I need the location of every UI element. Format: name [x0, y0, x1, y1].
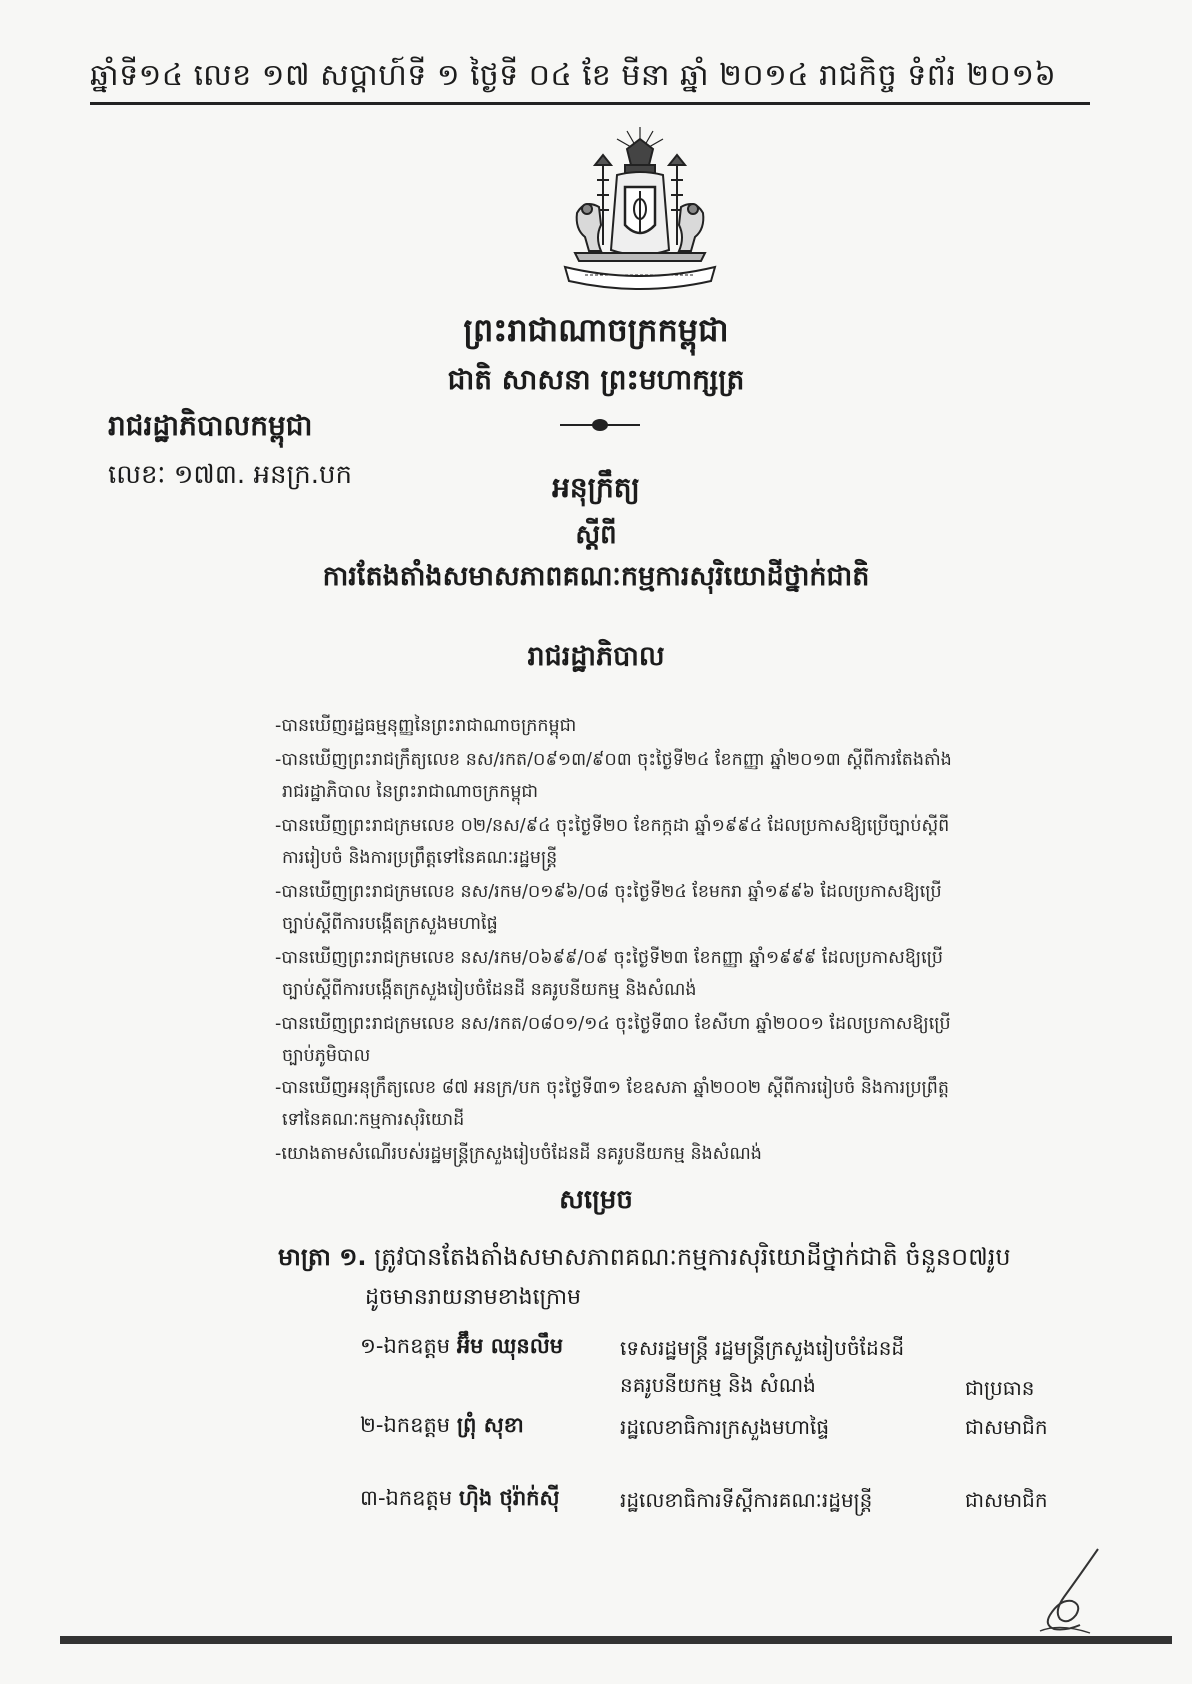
document-about: ស្តីពី	[575, 520, 617, 550]
recital-line: -បានឃើញព្រះរាជក្រឹត្យលេខ នស/រកត/០៩១៣/៩០៣ ចុះថ្ងៃទី២៤ ខែកញ្ញា ឆ្នាំ២០១៣ ស្តីពីការតែងតាំង	[275, 750, 952, 770]
document-issuer: រាជរដ្ឋាភិបាល	[527, 641, 665, 672]
royal-coat-of-arms-icon	[555, 125, 725, 295]
reference-number: លេខៈ ១៧៣. អនក្រ.បក	[108, 460, 352, 490]
article-continuation: ដូចមានរាយនាមខាងក្រោម	[365, 1285, 582, 1310]
gazette-header: ឆ្នាំទី១៤ លេខ ១៧ សប្តាហ៍ទី ១ ថ្ងៃទី ០៤ ខែ មីនា ឆ្នាំ ២០១៤ រាជកិច្ច ទំព័រ ២០១៦	[90, 58, 1057, 93]
document-type: អនុក្រឹត្យ	[552, 471, 640, 504]
national-motto: ជាតិ សាសនា ព្រះមហាក្សត្រ	[447, 363, 745, 396]
member-name	[360, 1485, 560, 1516]
member-fullname: ហ៊ិង ថុរ៉ាក់សុី	[458, 1486, 560, 1510]
article-1	[278, 1242, 1011, 1277]
recital-line: -បានឃើញរដ្ឋធម្មនុញ្ញនៃព្រះរាជាណាចក្រកម្ពុជា	[275, 716, 577, 736]
member-role: ទេសរដ្ឋមន្ត្រី រដ្ឋមន្ត្រីក្រសួងរៀបចំដែនដី	[620, 1336, 905, 1360]
page-bottom-border	[60, 1636, 1172, 1644]
kingdom-title: ព្រះរាជាណាចក្រកម្ពុជា	[463, 311, 729, 349]
member-role: រដ្ឋលេខាធិការក្រសួងមហាផ្ទៃ	[620, 1415, 830, 1439]
member-prefix: ២-ឯកឧត្តម	[360, 1413, 451, 1437]
recital-line: -បានឃើញព្រះរាជក្រមលេខ នស/រកម/០១៩៦/០៨ ចុះថ្ងៃទី២៤ ខែមករា ឆ្នាំ១៩៩៦ ដែលប្រកាសឱ្យប្រើ	[275, 882, 942, 902]
recital-line: ការរៀបចំ និងការប្រព្រឹត្តទៅនៃគណៈរដ្ឋមន្ត្រី	[282, 848, 558, 868]
recital-line: -បានឃើញព្រះរាជក្រមលេខ ០២/នស/៩៤ ចុះថ្ងៃទី២០ ខែកក្កដា ឆ្នាំ១៩៩៤ ដែលប្រកាសឱ្យប្រើច្បាប់ស្តីពី	[275, 816, 950, 836]
member-role: រដ្ឋលេខាធិការទីស្តីការគណៈរដ្ឋមន្ត្រី	[620, 1488, 873, 1512]
recital-line: -បានឃើញអនុក្រឹត្យលេខ ៨៧ អនក្រ/បក ចុះថ្ងៃទី៣១ ខែឧសភា ឆ្នាំ២០០២ ស្តីពីការរៀបចំ និងការប្រព្រឹត្ត	[275, 1078, 949, 1098]
member-prefix: ៣-ឯកឧត្តម	[360, 1486, 453, 1510]
recital-line: -បានឃើញព្រះរាជក្រមលេខ នស/រកត/០៨០១/១៤ ចុះថ្ងៃទី៣០ ខែសីហា ឆ្នាំ២០០១ ដែលប្រកាសឱ្យប្រើ	[275, 1014, 951, 1034]
recital-line: -បានឃើញព្រះរាជក្រមលេខ នស/រកម/០៦៩៩/០៩ ចុះថ្ងៃទី២៣ ខែកញ្ញា ឆ្នាំ១៩៩៩ ដែលប្រកាសឱ្យប្រើ	[275, 948, 943, 968]
member-fullname: ព្រុំ សុខា	[456, 1413, 524, 1437]
recital-line: ច្បាប់ស្តីពីការបង្កើតក្រសួងរៀបចំដែនដី នគរូបនីយកម្ម និងសំណង់	[282, 980, 697, 1000]
article-label: មាត្រា ១.	[278, 1243, 367, 1271]
handwritten-signature-icon	[1020, 1545, 1110, 1635]
decision-heading: សម្រេច	[559, 1185, 633, 1215]
issuing-body: រាជរដ្ឋាភិបាលកម្ពុជា	[108, 409, 313, 442]
member-fullname: អ៊ឹម ឈុនលឹម	[456, 1334, 564, 1358]
member-role-cont: នគរូបនីយកម្ម និង សំណង់	[620, 1373, 816, 1397]
member-name	[360, 1412, 524, 1443]
member-position: ជាប្រធាន	[965, 1376, 1035, 1400]
header-divider	[90, 102, 1090, 105]
recital-line: រាជរដ្ឋាភិបាល នៃព្រះរាជាណាចក្រកម្ពុជា	[282, 782, 539, 802]
recital-line: ច្បាប់ភូមិបាល	[282, 1046, 371, 1066]
article-text: ត្រូវបានតែងតាំងសមាសភាពគណៈកម្មការសុរិយោដីថ្នាក់ជាតិ ចំនួន០៧រូប	[374, 1243, 1011, 1271]
recital-line: ច្បាប់ស្តីពីការបង្កើតក្រសួងមហាផ្ទៃ	[282, 914, 498, 934]
motto-divider-ornament	[592, 419, 608, 431]
document-subject: ការតែងតាំងសមាសភាពគណៈកម្មការសុរិយោដីថ្នាក់ជាតិ	[322, 561, 870, 592]
member-name	[360, 1333, 563, 1364]
member-prefix: ១-ឯកឧត្តម	[360, 1334, 451, 1358]
member-position: ជាសមាជិក	[965, 1415, 1048, 1439]
member-position: ជាសមាជិក	[965, 1488, 1048, 1512]
recital-line: ទៅនៃគណៈកម្មការសុរិយោដី	[282, 1110, 465, 1130]
recital-line: -យោងតាមសំណើរបស់រដ្ឋមន្ត្រីក្រសួងរៀបចំដែនដី នគរូបនីយកម្ម និងសំណង់	[275, 1144, 762, 1164]
